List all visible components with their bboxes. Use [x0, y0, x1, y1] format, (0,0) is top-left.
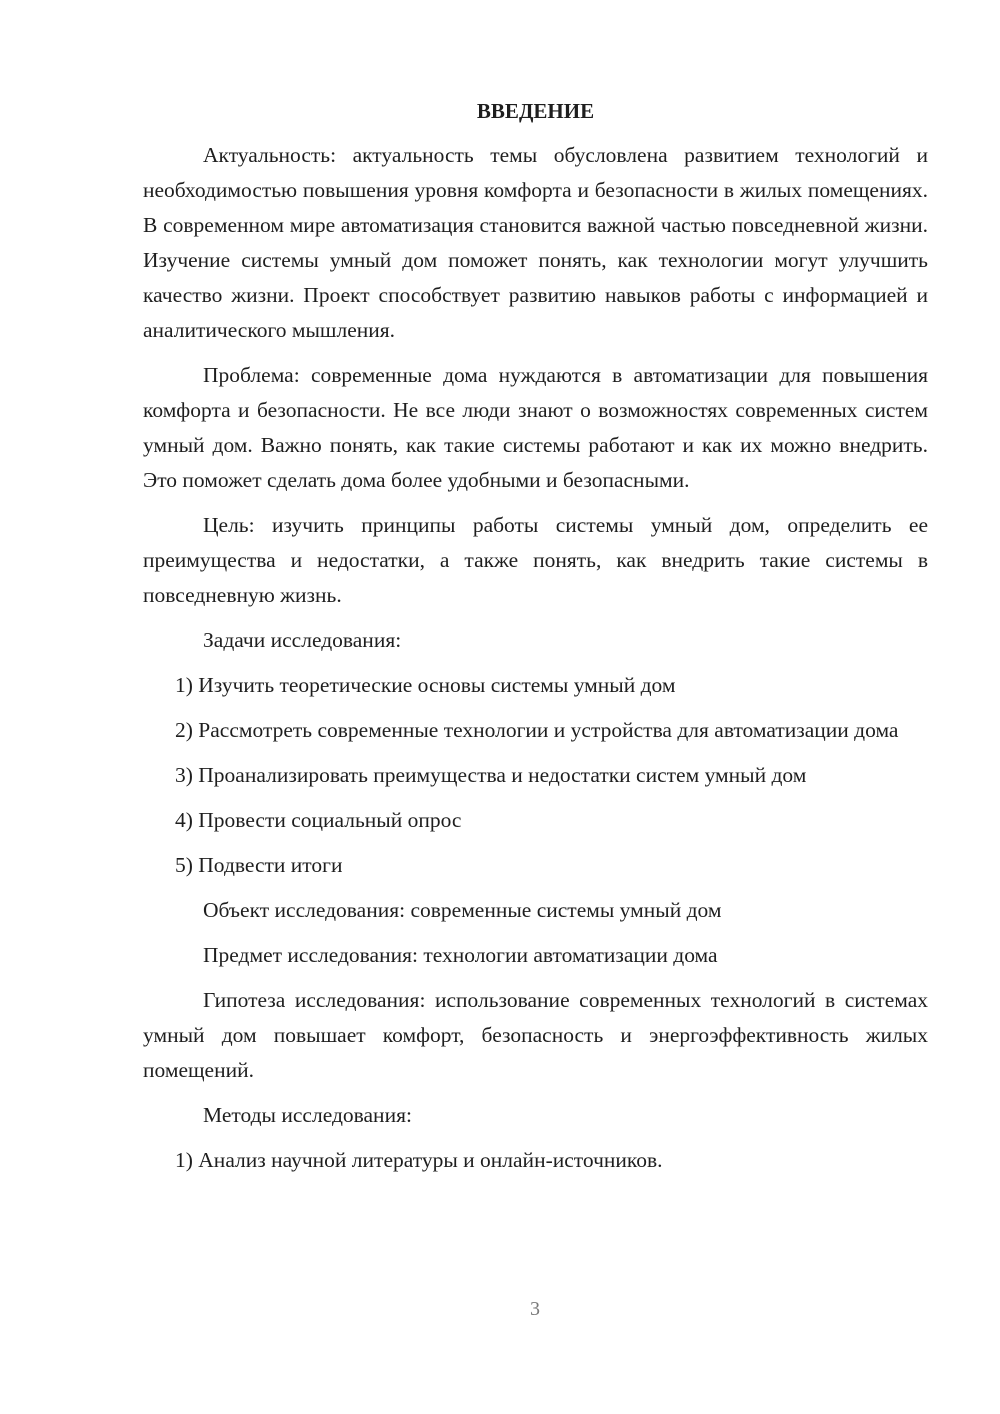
paragraph-hypothesis: Гипотеза исследования: использование современных технологий в системах умный дом повышает комфорт, безопасность и энергоэффективность жилых помещений.: [143, 988, 928, 1082]
tasks-heading: Задачи исследования:: [203, 628, 402, 652]
task-item-3: 3) Проанализировать преимущества и недостатки систем умный дом: [175, 763, 807, 787]
paragraph-problem: Проблема: современные дома нуждаются в автоматизации для повышения комфорта и безопасности. Не все люди знают о возможностях современных систем умный дом. Важно понять, как такие системы работают и как их можно внедрить. Это поможет сделать дома более удобными и безопасными.: [143, 363, 928, 492]
paragraph-subject: Предмет исследования: технологии автоматизации дома: [203, 943, 718, 967]
paragraph-goal: Цель: изучить принципы работы системы умный дом, определить ее преимущества и недостатки, а также понять, как внедрить такие системы в повседневную жизнь.: [143, 513, 928, 607]
text-column: [143, 96, 928, 1188]
task-item-4: 4) Провести социальный опрос: [175, 808, 462, 832]
page-number: 3: [530, 1298, 540, 1320]
paragraph-relevance: Актуальность: актуальность темы обусловлена развитием технологий и необходимостью повышения уровня комфорта и безопасности в жилых помещениях. В современном мире автоматизация становится важной частью повседневной жизни. Изучение системы умный дом поможет понять, как технологии могут улучшить качество жизни. Проект способствует развитию навыков работы с информацией и аналитического мышления.: [143, 143, 928, 342]
paragraph-object: Объект исследования: современные системы умный дом: [203, 898, 722, 922]
page-title: ВВЕДЕНИЕ: [476, 99, 595, 123]
task-item-5: 5) Подвести итоги: [175, 853, 343, 877]
task-item-2: 2) Рассмотреть современные технологии и устройства для автоматизации дома: [175, 718, 899, 742]
method-item-1: 1) Анализ научной литературы и онлайн-источников.: [175, 1148, 663, 1172]
task-item-1: 1) Изучить теоретические основы системы умный дом: [175, 673, 676, 697]
methods-heading: Методы исследования:: [203, 1103, 412, 1127]
